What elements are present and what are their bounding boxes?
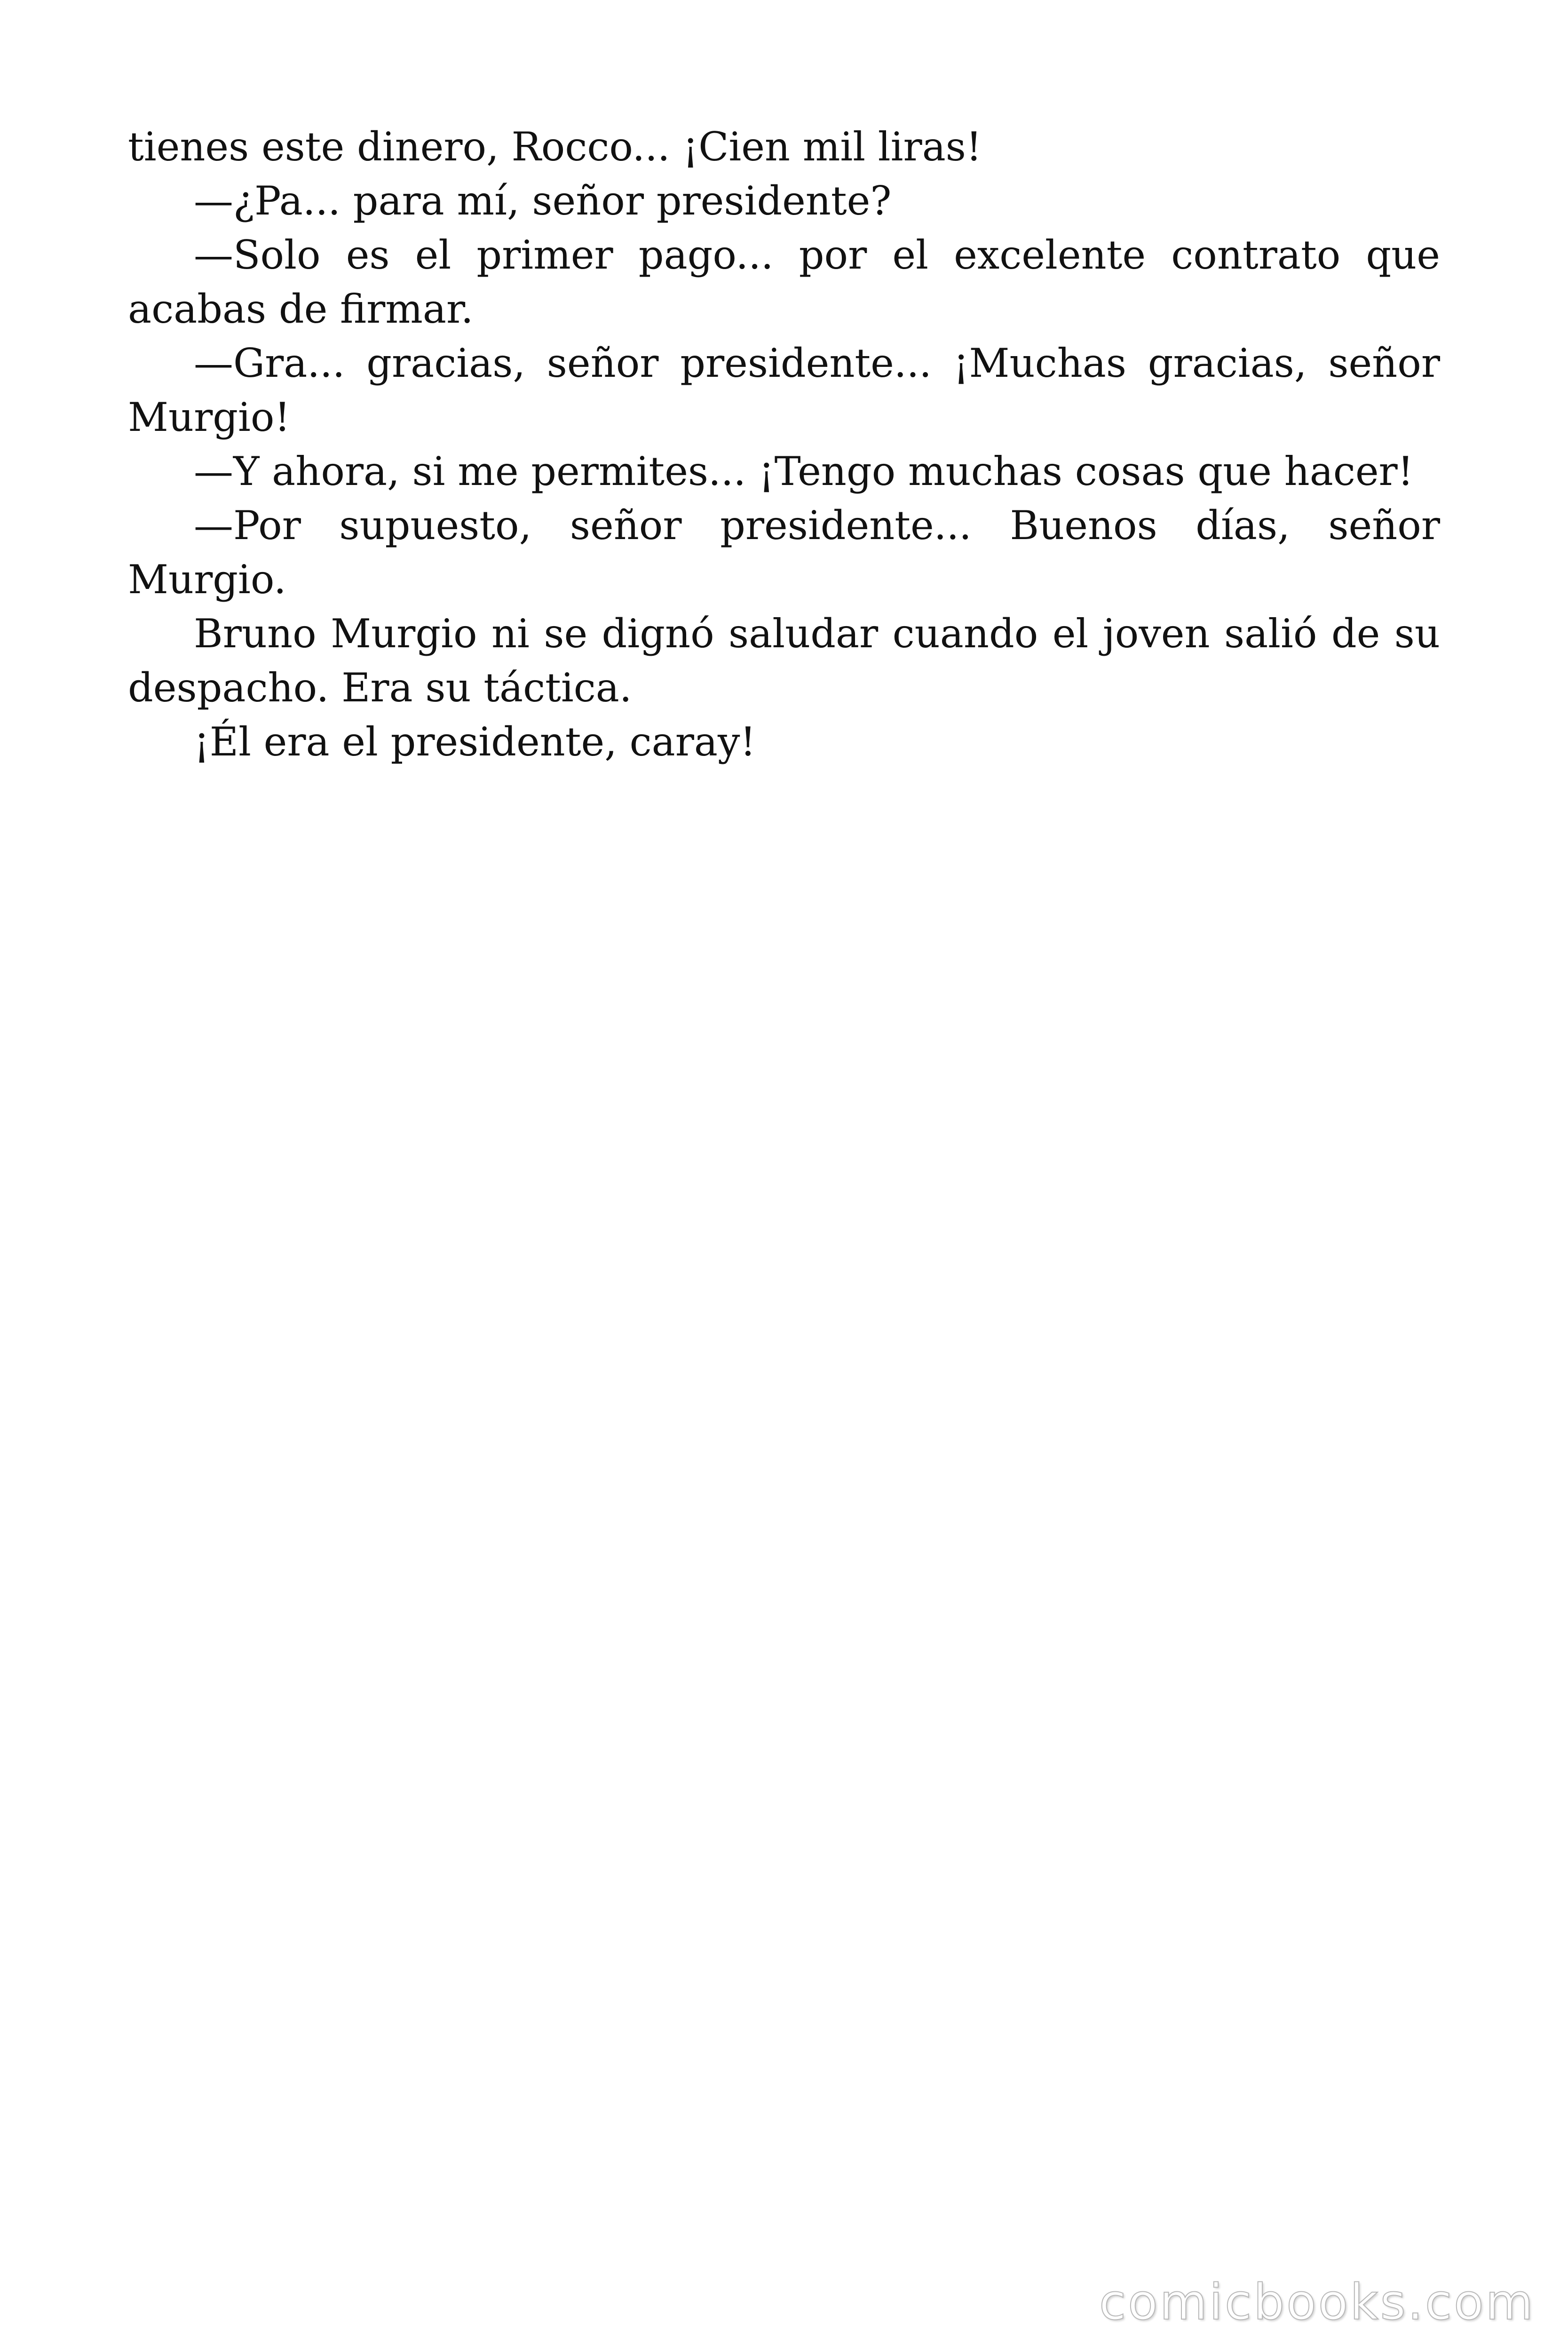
- watermark: comicbooks.com: [1099, 2273, 1535, 2331]
- paragraph: —Solo es el primer pago... por el excelente contrato que acabas de firmar.: [128, 232, 1440, 332]
- paragraph: tienes este dinero, Rocco... ¡Cien mil liras!: [128, 124, 982, 170]
- paragraph: —Por supuesto, señor presidente... Buenos días, señor Murgio.: [128, 502, 1440, 603]
- paragraph: —Gra... gracias, señor presidente... ¡Muchas gracias, señor Murgio!: [128, 340, 1440, 440]
- paragraph: Bruno Murgio ni se dignó saludar cuando el joven salió de su despacho. Era su táctica.: [128, 611, 1440, 711]
- paragraph: ¡Él era el presidente, caray!: [194, 719, 756, 765]
- body-text: [128, 120, 1440, 769]
- paragraph: —Y ahora, si me permites... ¡Tengo muchas cosas que hacer!: [194, 448, 1414, 494]
- paragraph: —¿Pa... para mí, señor presidente?: [194, 178, 892, 224]
